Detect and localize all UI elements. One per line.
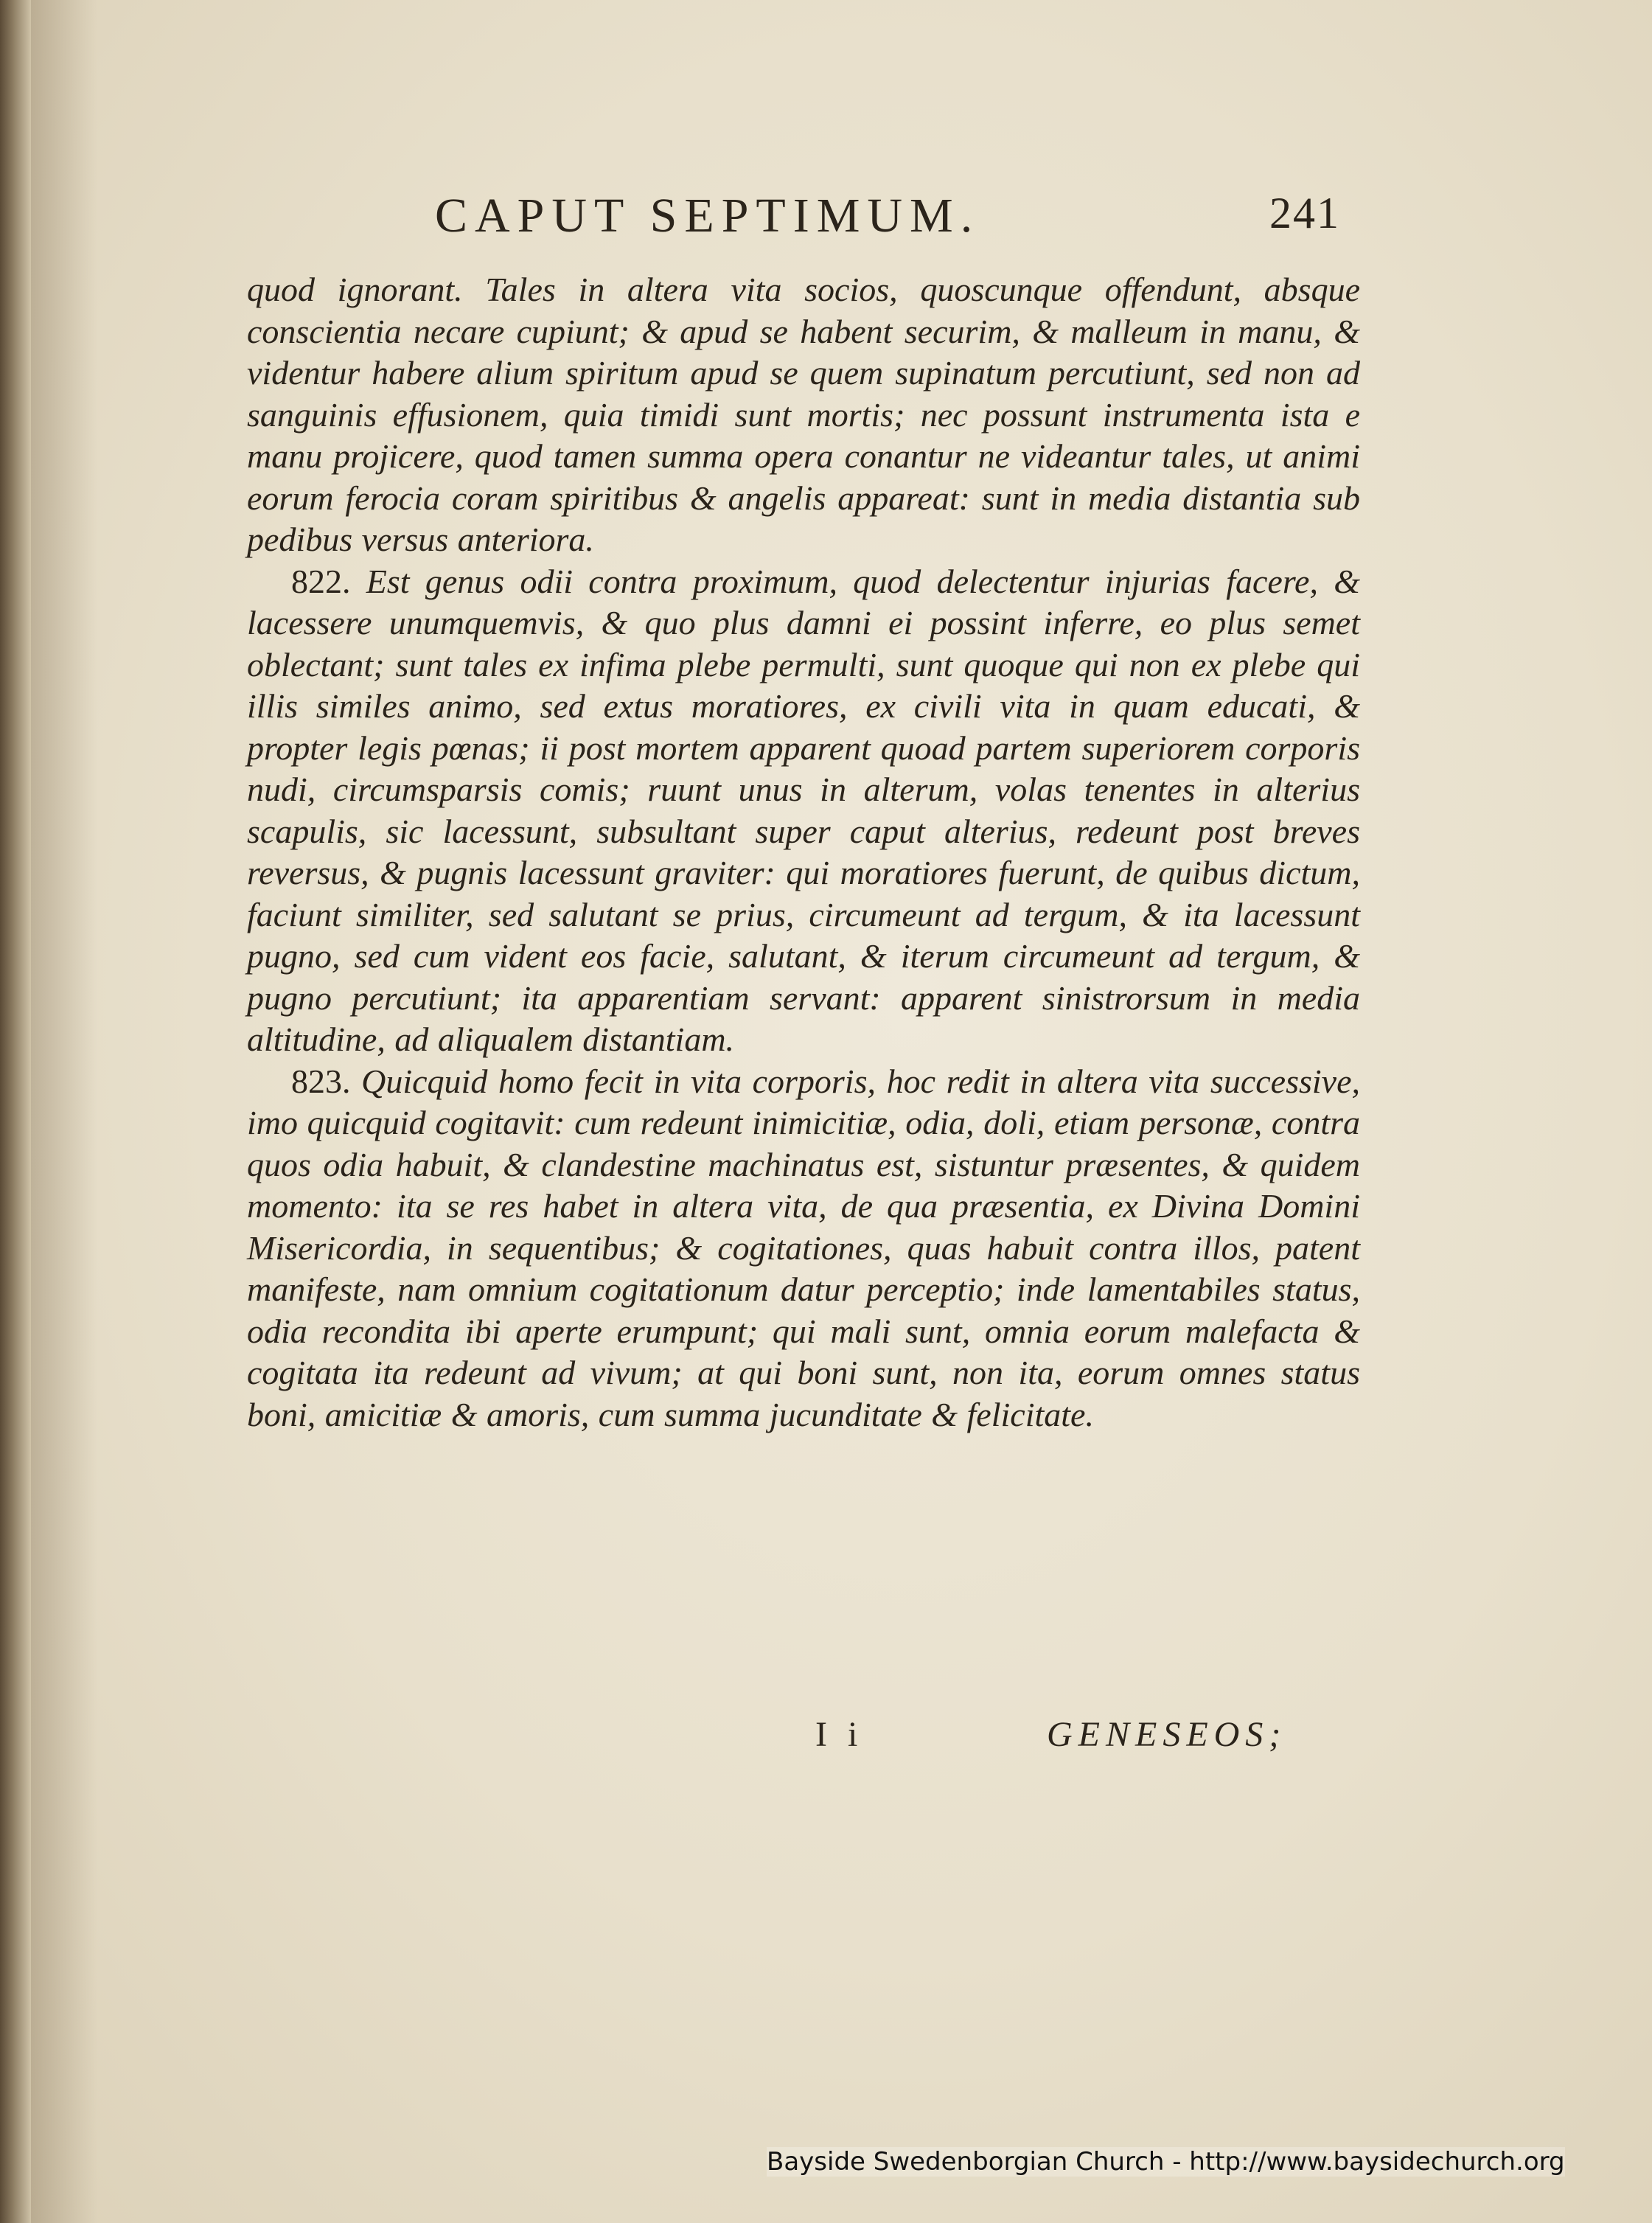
paragraph-text: Est genus odii contra proximum, quod delectentur injurias facere, & lacessere unumquemvis, & quo plus damni ei possint inferre, eo plus semet oblectant; sunt tales ex infima plebe permulti, sunt quoque qui non ex plebe qui illis similes animo, sed extus moratiores, ex civili vita in quam educati, & propter legis pœnas; ii post mortem apparent quoad partem superiorem corporis nudi, circumsparsis comis; ruunt unus in alterum, volas tenentes in alterius scapulis, sic lacessunt, subsultant super caput alterius, redeunt post breves reversus, & pugnis lacessunt graviter: qui moratiores fuerunt, de quibus dictum, faciunt similiter, sed salutant se prius, circumeunt ad tergum, & ita lacessunt pugno, sed cum vident eos facie, salutant, & iterum circumeunt ad tergum, & pugno percutiunt; ita apparentiam servant: apparent sinistrorsum in media altitudine, ad aliqualem distantiam. xyxy=(247,562,1361,1058)
paragraph-822 xyxy=(247,561,1360,1061)
catchword: GENESEOS; xyxy=(1047,1715,1287,1754)
body-text xyxy=(247,269,1360,1436)
show-through-text xyxy=(243,1519,1349,1858)
paragraph-text: Quicquid homo fecit in vita corporis, hoc redit in altera vita successive, imo quicquid cogitavit: cum redeunt inimicitiæ, odia, doli, etiam personæ, contra quos odia habuit, & clandestine machinatus est, sistuntur præsentes, & quidem momento: ita se res habet in altera vita, de qua præsentia, ex Divina Domini Misericordia, in sequentibus; & cogitationes, quas habuit contra illos, patent manifeste, nam omnium cogitationum datur perceptio; inde lamentabiles status, odia recondita ibi aperte erumpunt; qui mali sunt, omnia eorum malefacta & cogitata ita redeunt ad vivum; at qui boni sunt, non ita, eorum omnes status boni, amicitiæ & amoris, cum summa jucunditate & felicitate. xyxy=(247,1062,1361,1433)
paragraph-number: 823. xyxy=(291,1062,351,1100)
book-binding-edge xyxy=(0,0,31,2223)
running-head: CAPUT SEPTIMUM. xyxy=(435,189,980,243)
opening-paragraph: quod ignorant. Tales in altera vita socios, quoscunque offendunt, absque conscientia necare cupiunt; & apud se habent securim, & malleum in manu, & videntur habere alium spiritum apud se quem supinatum percutiunt, sed non ad sanguinis effusionem, quia timidi sunt mortis; nec possunt instrumenta ista e manu projicere, quod tamen summa opera conantur ne videantur tales, ut animi eorum ferocia coram spiritibus & angelis appareat: sunt in media distantia sub pedibus versus anteriora. xyxy=(247,271,1360,558)
page-number: 241 xyxy=(1269,189,1340,237)
gutter-shadow xyxy=(31,0,97,2223)
watermark-text: Bayside Swedenborgian Church - http://www.baysidechurch.org xyxy=(767,2147,1565,2177)
signature-mark: I i xyxy=(815,1715,864,1754)
paragraph-823 xyxy=(247,1061,1360,1436)
paragraph-number: 822. xyxy=(291,562,351,600)
